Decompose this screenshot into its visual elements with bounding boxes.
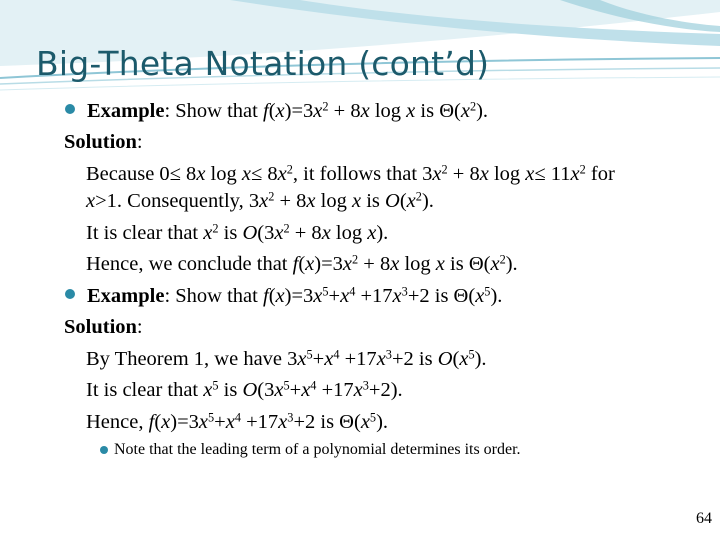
solution-1-line-1: Because 0≤ 8x $\log x\le 8x^2$, it follows that $3x^2 + 8x$ $\log x\le 11x^2$ for	[86, 162, 615, 185]
bullet-icon	[65, 289, 75, 299]
page-number: 64	[696, 510, 712, 527]
solution-2-line-2: It is clear that $x^5$ is $O(3x^5+x^4 +17x^3+2)$.	[86, 378, 403, 401]
solution-1-label: Solution:	[64, 131, 143, 153]
note-text: Note that the leading term of a polynomial determines its order.	[114, 441, 521, 458]
solution-2-label: Solution:	[64, 316, 143, 338]
bullet-icon	[65, 104, 75, 114]
solution-1-line-4: Hence, we conclude that $f(x)=3x^2 + 8x$ log x is $\Theta(x^2)$.	[86, 252, 518, 275]
example-1: Example: Show that $f(x)=3x^2 + 8x$ log x is $\Theta(x^2)$.	[87, 99, 489, 122]
solution-2-line-1: By Theorem 1, we have $3x^5+x^4 +17x^3+2$ is $O(x^5)$.	[86, 347, 487, 370]
bullet-icon	[100, 446, 108, 454]
solution-2-line-3: Hence, $f(x)=3x^5+x^4 +17x^3+2$ is $\Theta(x^5)$.	[86, 410, 389, 433]
solution-1-line-3: It is clear that $x^2$ is $O(3x^2 + 8x$ log x).	[86, 221, 389, 244]
slide-title: Big-Theta Notation (cont’d)	[36, 44, 490, 83]
solution-1-line-2: x>1. Consequently, $3x^2 + 8x$ log x is $O(x^2)$.	[86, 189, 434, 212]
example-2: Example: Show that $f(x)=3x^5+x^4 +17x^3+2$ is $\Theta(x^5)$.	[87, 284, 503, 307]
